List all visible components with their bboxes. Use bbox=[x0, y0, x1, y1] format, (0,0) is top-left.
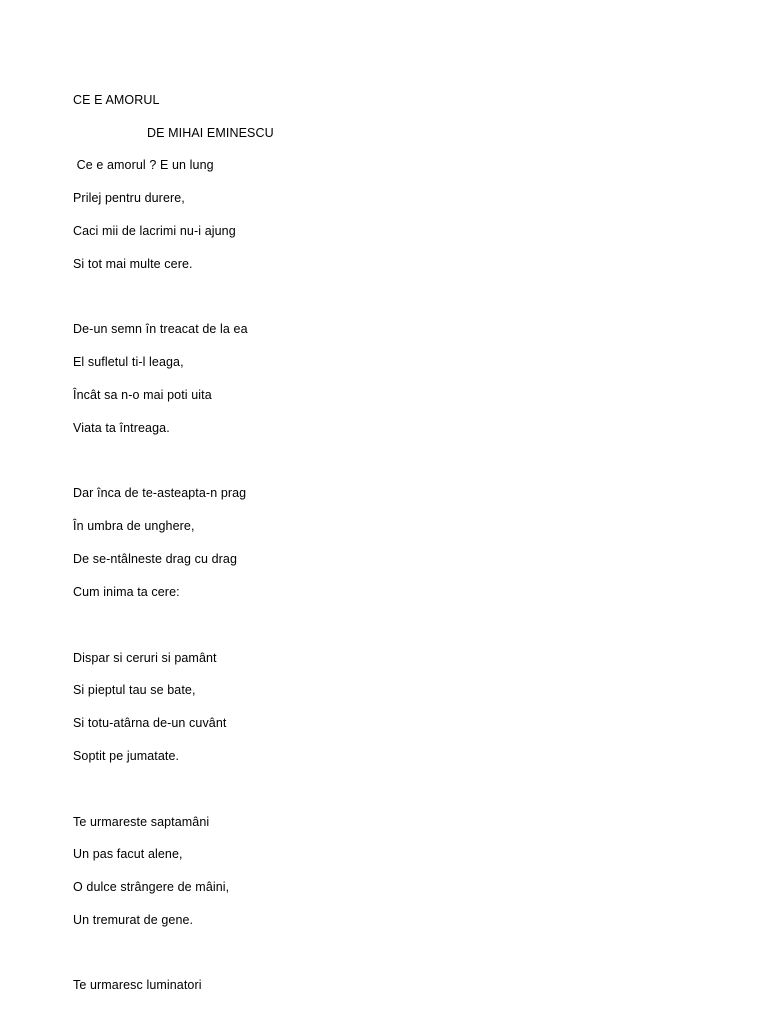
poem-line: Dar înca de te-asteapta-n prag bbox=[73, 486, 247, 500]
poem-line: Încât sa n-o mai poti uita bbox=[73, 388, 212, 402]
poem-line: Un pas facut alene, bbox=[73, 847, 183, 861]
poem-line: De-un semn în treacat de la ea bbox=[73, 322, 248, 336]
poem-line: Viata ta întreaga. bbox=[73, 421, 170, 435]
poem-line: Si tot mai multe cere. bbox=[73, 257, 193, 271]
poem-author: DE MIHAI EMINESCU bbox=[147, 126, 274, 140]
poem-line: O dulce strângere de mâini, bbox=[73, 880, 230, 894]
poem-line: Caci mii de lacrimi nu-i ajung bbox=[73, 224, 236, 238]
poem-line: Prilej pentru durere, bbox=[73, 191, 185, 205]
poem-line: Soptit pe jumatate. bbox=[73, 749, 180, 763]
poem-line: Ce e amorul ? E un lung bbox=[73, 158, 214, 172]
poem-line: Un tremurat de gene. bbox=[73, 913, 194, 927]
poem-line: El sufletul ti-l leaga, bbox=[73, 355, 184, 369]
poem-line: Si totu-atârna de-un cuvânt bbox=[73, 716, 227, 730]
poem-line: Si pieptul tau se bate, bbox=[73, 683, 196, 697]
poem-line: De se-ntâlneste drag cu drag bbox=[73, 552, 238, 566]
poem-line: În umbra de unghere, bbox=[73, 519, 195, 533]
poem-line: Cum inima ta cere: bbox=[73, 585, 180, 599]
poem-line: Dispar si ceruri si pamânt bbox=[73, 651, 217, 665]
poem-line: Te urmaresc luminatori bbox=[73, 978, 202, 992]
poem-line: Te urmareste saptamâni bbox=[73, 815, 210, 829]
poem-title: CE E AMORUL bbox=[73, 93, 160, 107]
